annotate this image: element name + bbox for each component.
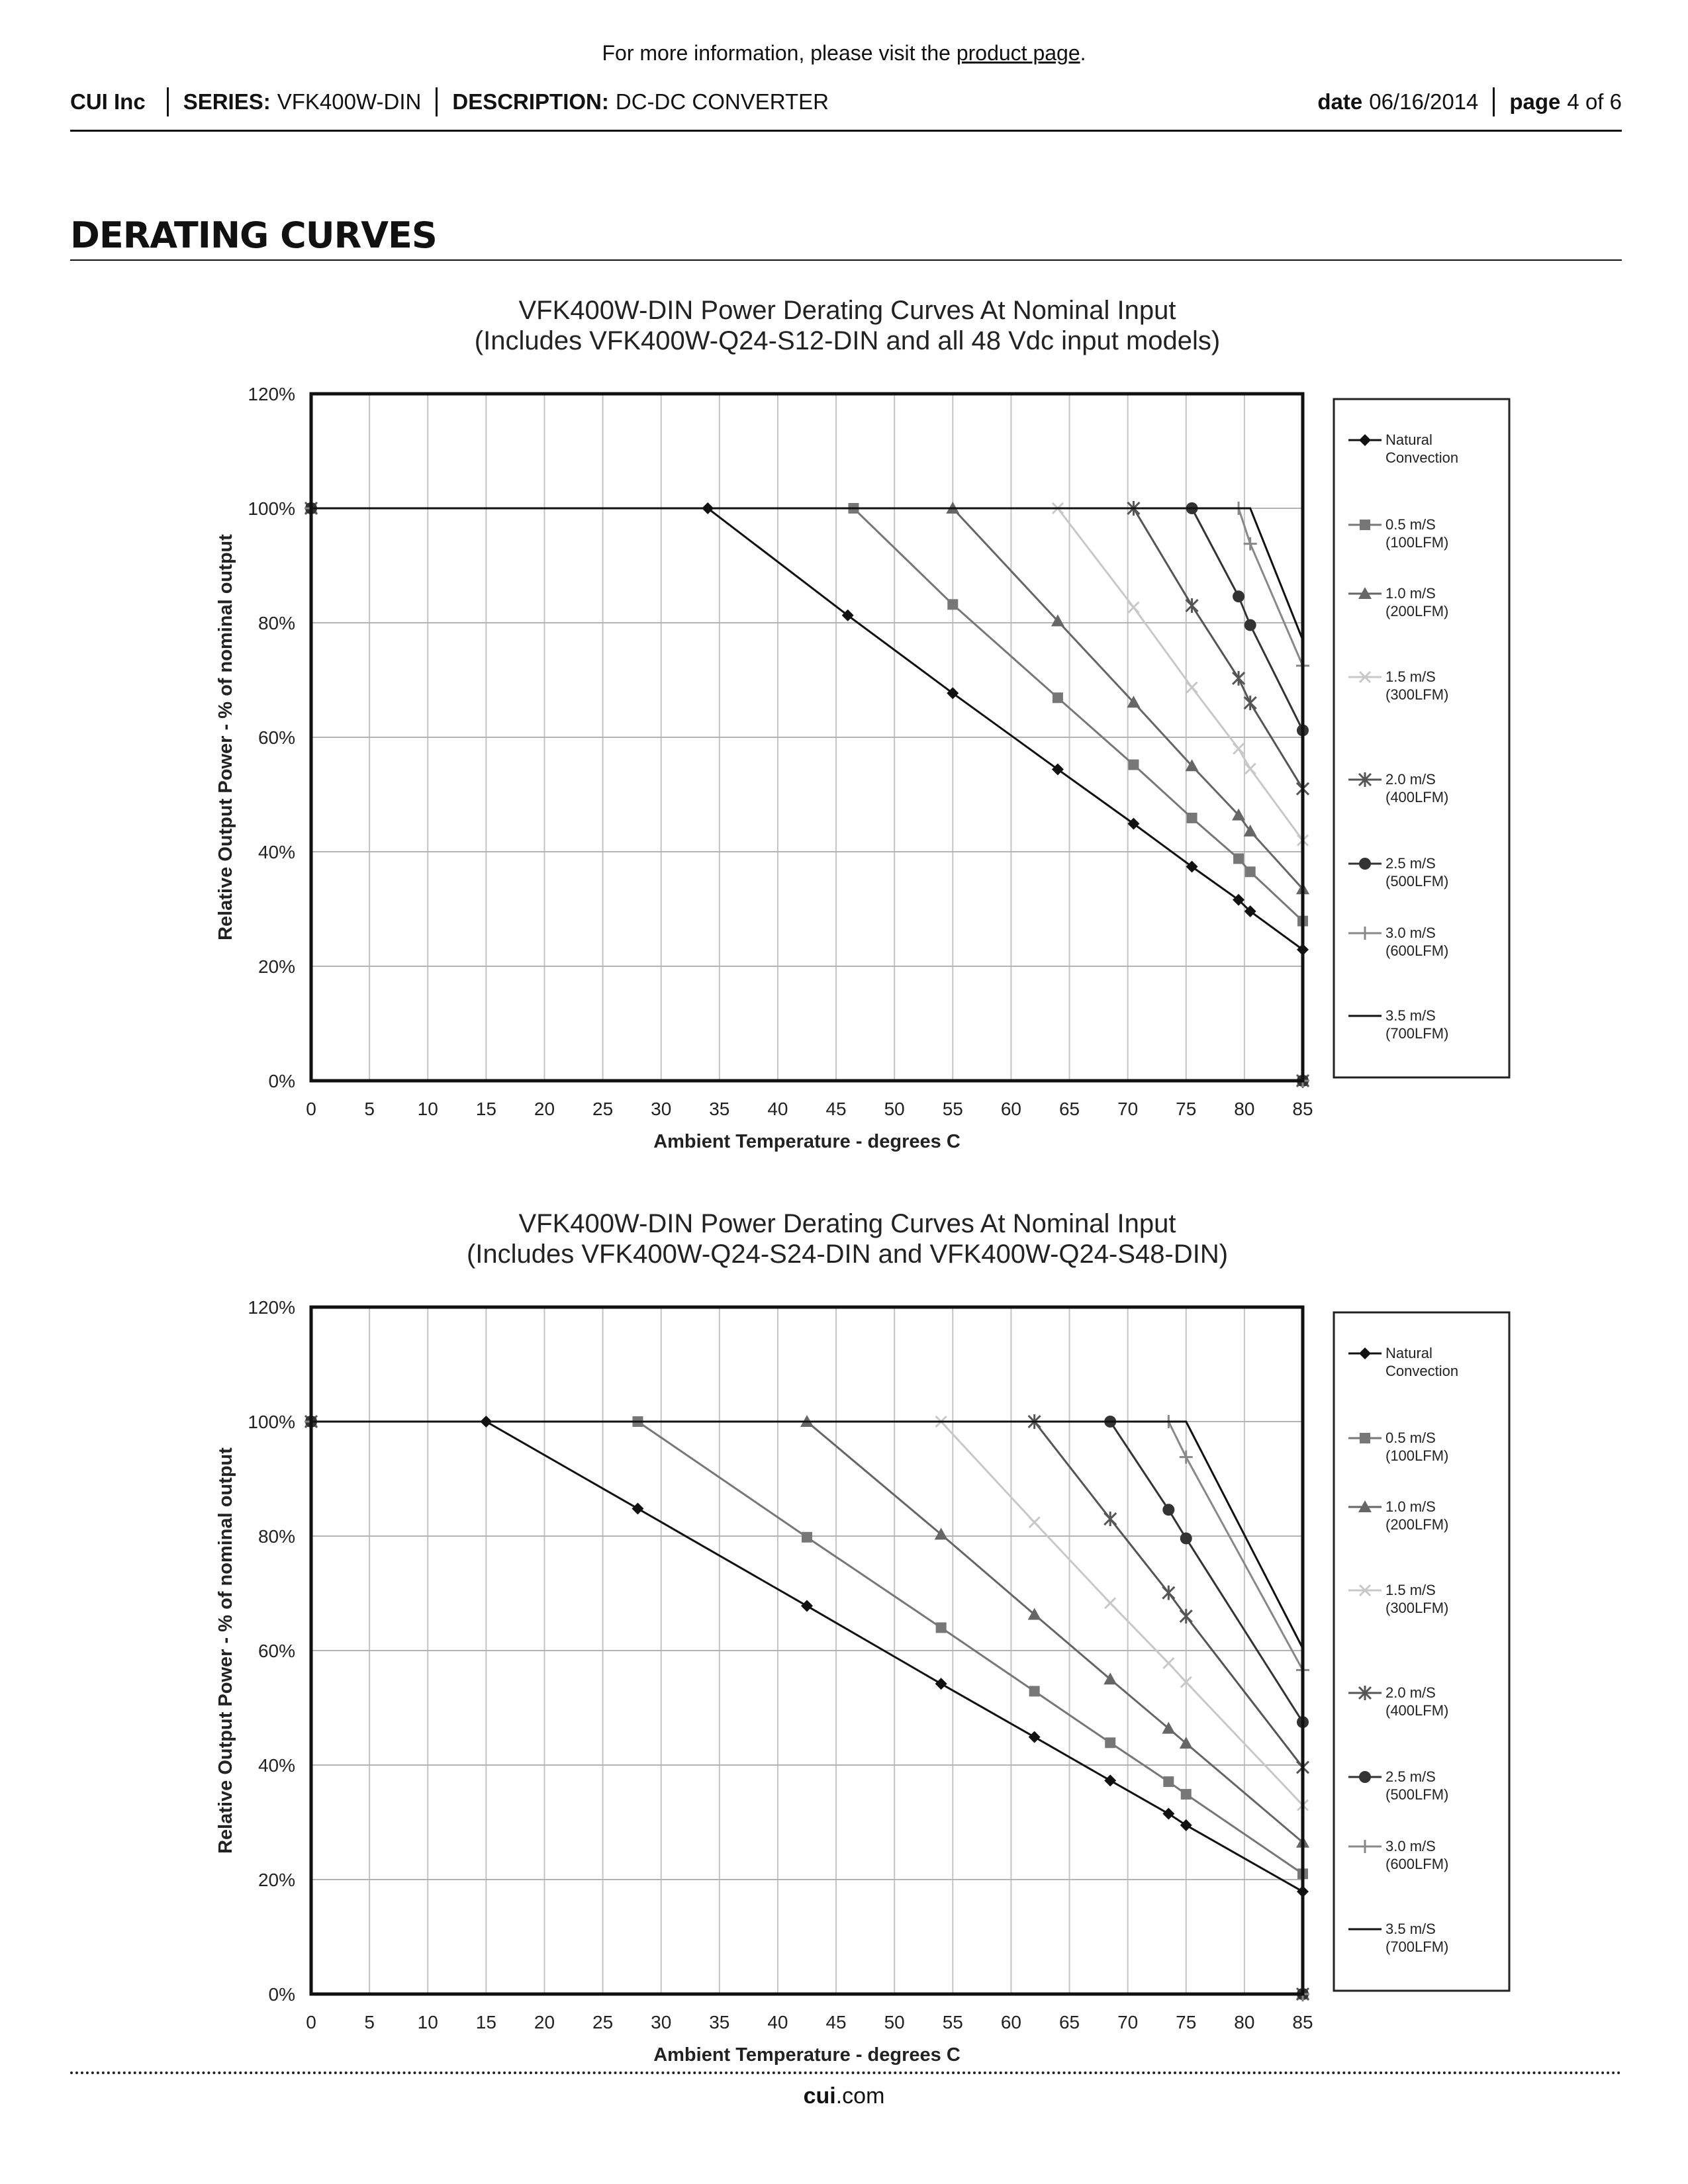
data-point bbox=[1187, 682, 1197, 693]
data-point bbox=[1104, 1774, 1116, 1786]
page-value: 4 of 6 bbox=[1567, 89, 1622, 114]
series-line bbox=[311, 508, 1303, 1081]
x-tick-label: 65 bbox=[1058, 2012, 1080, 2032]
date-label: date bbox=[1317, 89, 1363, 114]
series-5 bbox=[305, 502, 1309, 1087]
data-point bbox=[1245, 764, 1256, 774]
header-rule bbox=[70, 130, 1622, 132]
x-tick-label: 10 bbox=[417, 1099, 438, 1119]
derating-chart-top bbox=[0, 291, 1688, 1218]
legend-label-sub: (400LFM) bbox=[1385, 789, 1449, 805]
legend-marker bbox=[1360, 1433, 1370, 1443]
series-line bbox=[311, 508, 1303, 1081]
legend-label-sub: (100LFM) bbox=[1385, 534, 1449, 551]
legend-label-sub: (300LFM) bbox=[1385, 1600, 1449, 1616]
x-tick-label: 80 bbox=[1234, 1099, 1255, 1119]
series-line bbox=[311, 508, 1303, 1081]
x-tick-label: 85 bbox=[1292, 2012, 1313, 2032]
series-2 bbox=[305, 1415, 1309, 1999]
series-7 bbox=[311, 508, 1303, 1081]
legend-label: 1.5 m/S bbox=[1385, 668, 1436, 685]
footer-domain-bold: cui bbox=[803, 2083, 836, 2109]
legend-label: 2.5 m/S bbox=[1385, 855, 1436, 872]
x-tick-label: 20 bbox=[534, 2012, 555, 2032]
series-line bbox=[311, 1422, 1303, 1994]
y-axis-label: Relative Output Power - % of nominal output bbox=[215, 1447, 236, 1854]
data-point bbox=[935, 1678, 947, 1690]
x-tick-label: 10 bbox=[417, 2012, 438, 2032]
x-tick-label: 50 bbox=[884, 2012, 905, 2032]
series-0 bbox=[305, 502, 1309, 1087]
top-note-prefix: For more information, please visit the bbox=[602, 41, 957, 65]
x-tick-label: 15 bbox=[475, 2012, 496, 2032]
legend-label: 3.0 m/S bbox=[1385, 1838, 1436, 1854]
legend-label: Natural bbox=[1385, 432, 1432, 448]
top-note-suffix: . bbox=[1080, 41, 1086, 65]
x-tick-label: 65 bbox=[1058, 1099, 1080, 1119]
data-point bbox=[1233, 671, 1244, 686]
series-7 bbox=[311, 1422, 1303, 1994]
data-point bbox=[1180, 1451, 1193, 1464]
series-line bbox=[311, 508, 1303, 1081]
x-tick-label: 0 bbox=[306, 2012, 316, 2032]
x-tick-label: 30 bbox=[651, 2012, 672, 2032]
legend-label-sub: (500LFM) bbox=[1385, 873, 1449, 889]
x-axis-label: Ambient Temperature - degrees C bbox=[653, 1131, 961, 1152]
x-axis-label: Ambient Temperature - degrees C bbox=[653, 2044, 961, 2066]
company-name: CUI Inc bbox=[70, 89, 146, 114]
data-point bbox=[1186, 598, 1198, 613]
series-5 bbox=[305, 1416, 1309, 2000]
y-tick-label: 80% bbox=[258, 1526, 295, 1547]
data-point bbox=[1105, 1737, 1115, 1748]
legend-label: 3.5 m/S bbox=[1385, 1921, 1436, 1937]
data-point bbox=[1245, 866, 1256, 877]
x-tick-label: 75 bbox=[1176, 1099, 1197, 1119]
data-point bbox=[1180, 1819, 1192, 1831]
y-tick-label: 100% bbox=[248, 1412, 295, 1432]
legend-label-sub: (700LFM) bbox=[1385, 1938, 1449, 1955]
legend-label: 3.0 m/S bbox=[1385, 925, 1436, 941]
x-tick-label: 25 bbox=[592, 1099, 614, 1119]
series-line bbox=[311, 508, 1303, 1081]
y-tick-label: 100% bbox=[248, 498, 295, 519]
series-3 bbox=[306, 503, 1308, 1086]
x-tick-label: 25 bbox=[592, 2012, 614, 2032]
x-tick-label: 15 bbox=[475, 1099, 496, 1119]
y-tick-label: 0% bbox=[268, 1984, 295, 2005]
series-1 bbox=[306, 503, 1308, 1086]
data-point bbox=[1128, 602, 1139, 613]
legend-marker bbox=[1359, 858, 1371, 870]
header-divider bbox=[436, 87, 438, 116]
x-tick-label: 55 bbox=[942, 2012, 963, 2032]
series-value: VFK400W-DIN bbox=[277, 89, 422, 114]
series-line bbox=[311, 1422, 1303, 1994]
description-value: DC-DC CONVERTER bbox=[615, 89, 829, 114]
data-point bbox=[1180, 1609, 1192, 1623]
legend-label: 1.0 m/S bbox=[1385, 1498, 1436, 1515]
x-tick-label: 75 bbox=[1176, 2012, 1197, 2032]
x-tick-label: 35 bbox=[709, 1099, 730, 1119]
legend-label: 2.0 m/S bbox=[1385, 771, 1436, 788]
series-line bbox=[311, 1422, 1303, 1994]
y-tick-label: 40% bbox=[258, 842, 295, 862]
data-point bbox=[1181, 1789, 1192, 1799]
derating-chart-bottom bbox=[0, 1205, 1688, 2131]
y-tick-label: 20% bbox=[258, 956, 295, 977]
legend-label: 0.5 m/S bbox=[1385, 516, 1436, 533]
data-point bbox=[1105, 1598, 1115, 1608]
legend-label-sub: (200LFM) bbox=[1385, 1516, 1449, 1533]
legend-label: 3.5 m/S bbox=[1385, 1007, 1436, 1024]
x-tick-label: 60 bbox=[1000, 1099, 1021, 1119]
legend-label: 2.5 m/S bbox=[1385, 1768, 1436, 1785]
legend-label-sub: (700LFM) bbox=[1385, 1025, 1449, 1042]
x-tick-label: 60 bbox=[1000, 2012, 1021, 2032]
footer-domain[interactable] bbox=[0, 2083, 1688, 2109]
chart-title: VFK400W-DIN Power Derating Curves At Nominal Input bbox=[518, 1209, 1176, 1238]
y-tick-label: 120% bbox=[248, 1297, 295, 1318]
series-line bbox=[311, 1422, 1303, 1994]
legend-label: 2.0 m/S bbox=[1385, 1684, 1436, 1701]
data-point bbox=[1128, 760, 1139, 770]
header-divider bbox=[1493, 87, 1495, 116]
data-point bbox=[1233, 590, 1244, 602]
legend-label: 0.5 m/S bbox=[1385, 1430, 1436, 1446]
x-tick-label: 20 bbox=[534, 1099, 555, 1119]
data-point bbox=[1244, 696, 1256, 710]
x-tick-label: 85 bbox=[1292, 1099, 1313, 1119]
data-point bbox=[1029, 1517, 1040, 1527]
derating-chart-svg bbox=[0, 1205, 1688, 2131]
series-line bbox=[311, 1422, 1303, 1994]
legend-box bbox=[1334, 399, 1509, 1077]
x-tick-label: 50 bbox=[884, 1099, 905, 1119]
legend-label-sub: Convection bbox=[1385, 1363, 1459, 1379]
x-tick-label: 40 bbox=[767, 1099, 788, 1119]
legend-label-sub: (600LFM) bbox=[1385, 1856, 1449, 1872]
data-point bbox=[1163, 1658, 1174, 1668]
legend-label-sub: (300LFM) bbox=[1385, 686, 1449, 703]
x-tick-label: 45 bbox=[825, 1099, 847, 1119]
legend-label-sub: (100LFM) bbox=[1385, 1447, 1449, 1464]
data-point bbox=[632, 1502, 643, 1514]
series-1 bbox=[306, 1416, 1308, 1999]
series-3 bbox=[306, 1416, 1308, 1999]
x-tick-label: 35 bbox=[709, 2012, 730, 2032]
data-point bbox=[1180, 1532, 1192, 1544]
legend-label: 1.5 m/S bbox=[1385, 1582, 1436, 1598]
chart-subtitle: (Includes VFK400W-Q24-S12-DIN and all 48 Vdc input models) bbox=[474, 326, 1221, 355]
x-tick-label: 5 bbox=[364, 2012, 375, 2032]
legend-label: 1.0 m/S bbox=[1385, 585, 1436, 602]
legend-label-sub: Convection bbox=[1385, 449, 1459, 466]
y-tick-label: 120% bbox=[248, 384, 295, 404]
series-4 bbox=[305, 501, 1309, 1088]
series-2 bbox=[305, 502, 1309, 1086]
data-point bbox=[1244, 619, 1256, 631]
description-label: DESCRIPTION: bbox=[452, 89, 609, 114]
date-value: 06/16/2014 bbox=[1369, 89, 1479, 114]
y-tick-label: 60% bbox=[258, 1641, 295, 1661]
legend-box bbox=[1334, 1312, 1509, 1991]
footer-domain-rest: .com bbox=[835, 2083, 885, 2109]
x-tick-label: 55 bbox=[942, 1099, 963, 1119]
x-tick-label: 30 bbox=[651, 1099, 672, 1119]
derating-chart-svg bbox=[0, 291, 1688, 1218]
legend-label-sub: (500LFM) bbox=[1385, 1786, 1449, 1803]
x-tick-label: 80 bbox=[1234, 2012, 1255, 2032]
page-label: page bbox=[1509, 89, 1561, 114]
legend-marker bbox=[1359, 1771, 1371, 1783]
data-point bbox=[802, 1532, 812, 1543]
x-tick-label: 70 bbox=[1117, 2012, 1139, 2032]
legend-label-sub: (400LFM) bbox=[1385, 1702, 1449, 1719]
data-point bbox=[1029, 1731, 1041, 1743]
y-axis-label: Relative Output Power - % of nominal output bbox=[215, 534, 236, 940]
header-divider bbox=[167, 87, 169, 116]
data-point bbox=[947, 599, 958, 610]
data-point bbox=[1162, 1504, 1174, 1516]
data-point bbox=[801, 1600, 813, 1612]
data-point bbox=[936, 1622, 947, 1633]
legend-label: Natural bbox=[1385, 1345, 1432, 1361]
data-point bbox=[1163, 1776, 1174, 1787]
x-tick-label: 40 bbox=[767, 2012, 788, 2032]
data-point bbox=[1162, 1586, 1174, 1600]
x-tick-label: 70 bbox=[1117, 1099, 1139, 1119]
legend-marker bbox=[1360, 520, 1370, 530]
series-line bbox=[311, 508, 1303, 1081]
x-tick-label: 45 bbox=[825, 2012, 847, 2032]
y-tick-label: 20% bbox=[258, 1870, 295, 1890]
data-point bbox=[1053, 692, 1063, 703]
legend-label-sub: (200LFM) bbox=[1385, 603, 1449, 619]
series-line bbox=[311, 508, 1303, 1081]
y-tick-label: 80% bbox=[258, 613, 295, 633]
y-tick-label: 60% bbox=[258, 727, 295, 748]
x-tick-label: 0 bbox=[306, 1099, 316, 1119]
section-rule bbox=[70, 259, 1622, 261]
x-tick-label: 5 bbox=[364, 1099, 375, 1119]
series-line bbox=[311, 508, 1303, 1081]
data-point bbox=[1104, 1512, 1116, 1526]
data-point bbox=[1162, 1808, 1174, 1820]
series-6 bbox=[305, 1415, 1309, 2001]
chart-title: VFK400W-DIN Power Derating Curves At Nominal Input bbox=[518, 296, 1176, 325]
data-point bbox=[1233, 853, 1244, 864]
chart-subtitle: (Includes VFK400W-Q24-S24-DIN and VFK400W-Q24-S48-DIN) bbox=[466, 1240, 1229, 1269]
y-tick-label: 0% bbox=[268, 1071, 295, 1091]
footer-rule bbox=[70, 2071, 1622, 2074]
section-title: DERATING CURVES bbox=[70, 214, 437, 256]
product-page-link[interactable]: product page bbox=[956, 41, 1080, 65]
data-point bbox=[1233, 743, 1244, 754]
y-tick-label: 40% bbox=[258, 1755, 295, 1776]
data-point bbox=[1187, 813, 1197, 823]
series-line bbox=[311, 1422, 1303, 1994]
data-point bbox=[1029, 1686, 1040, 1696]
data-point bbox=[1244, 537, 1257, 551]
top-note bbox=[0, 41, 1688, 66]
page-header bbox=[70, 87, 1622, 127]
legend-label-sub: (600LFM) bbox=[1385, 942, 1449, 959]
series-4 bbox=[305, 1414, 1309, 2001]
series-6 bbox=[305, 502, 1309, 1087]
series-line bbox=[311, 1422, 1303, 1994]
series-line bbox=[311, 1422, 1303, 1994]
series-label: SERIES: bbox=[183, 89, 271, 114]
series-0 bbox=[305, 1416, 1309, 2000]
